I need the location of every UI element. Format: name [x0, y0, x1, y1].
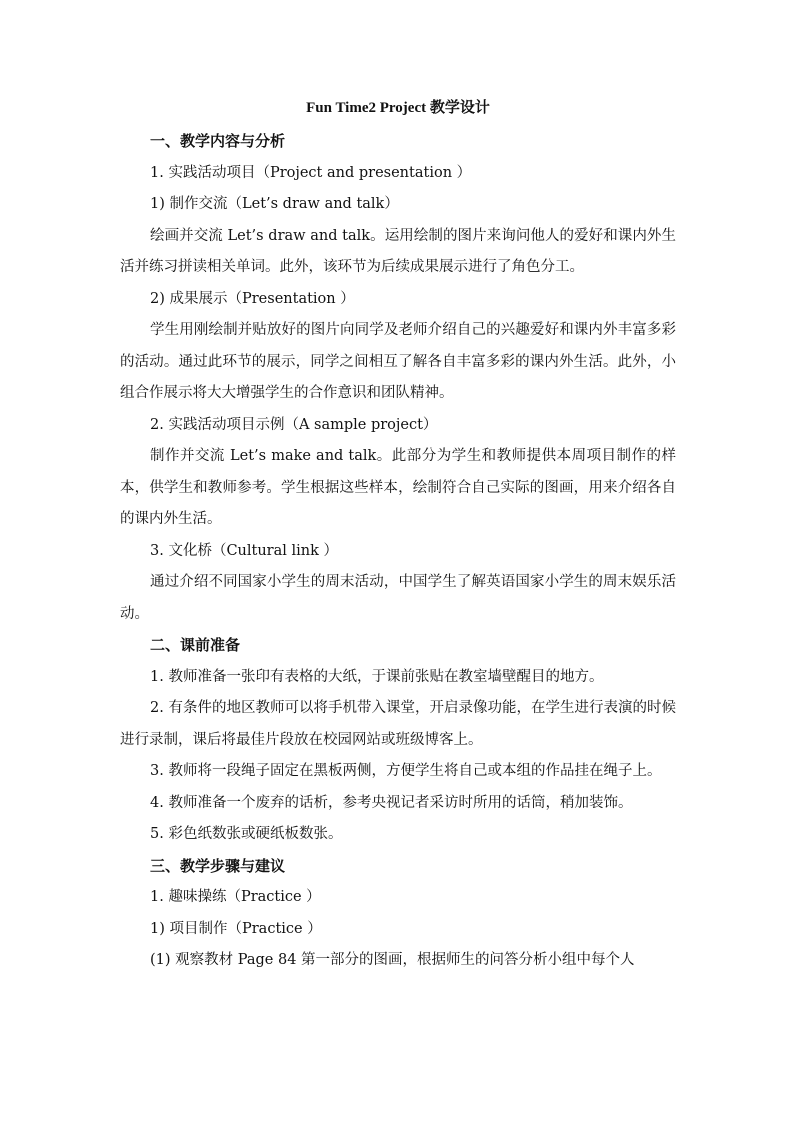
- item-fun-practice: 1. 趣味操练（Practice ）: [150, 889, 321, 905]
- item-sample-project: 2. 实践活动项目示例（A sample project）: [150, 416, 438, 433]
- item-cultural-link: 3. 文化桥（Cultural link ）: [150, 542, 339, 559]
- paragraph-draw-and-talk: 绘画并交流 Let’s draw and talk。运用绘制的图片来询问他人的爱好和课内外生活并练习拼读相关单词。此外，该环节为后续成果展示进行了角色分工。: [120, 227, 676, 275]
- paragraph-cultural-link: 通过介绍不同国家小学生的周末活动，中国学生了解英语国家小学生的周末娱乐活动。: [120, 574, 676, 622]
- preparation-item-2: 2. 有条件的地区教师可以将手机带入课堂，开启录像功能，在学生进行表演的时候进行录制，课后将最佳片段放在校园网站或班级博客上。: [120, 700, 676, 748]
- document-title: Fun Time2 Project 教学设计: [306, 100, 490, 116]
- subitem-presentation: 2) 成果展示（Presentation ）: [150, 290, 355, 307]
- document-page: [120, 98, 676, 977]
- step-observe-textbook: (1) 观察教材 Page 84 第一部分的图画，根据师生的问答分析小组中每个人: [150, 952, 635, 968]
- preparation-item-1: 1. 教师准备一张印有表格的大纸，于课前张贴在教室墙壁醒目的地方。: [150, 668, 604, 685]
- paragraph-presentation: 学生用刚绘制并贴放好的图片向同学及老师介绍自己的兴趣爱好和课内外丰富多彩的活动。通过此环节的展示，同学之间相互了解各自丰富多彩的课内外生活。此外，小组合作展示将大大增强学生的合作意识和团队精神。: [120, 322, 676, 401]
- paragraph-sample-project: 制作并交流 Let’s make and talk。此部分为学生和教师提供本周项目制作的样本，供学生和教师参考。学生根据这些样本，绘制符合自己实际的图画，用来介绍各自的课内外生活。: [120, 448, 676, 527]
- section-heading-teaching-steps: 三、教学步骤与建议: [150, 856, 286, 875]
- subitem-project-making: 1) 项目制作（Practice ）: [150, 920, 322, 937]
- section-heading-content-analysis: 一、教学内容与分析: [150, 132, 286, 150]
- preparation-item-5: 5. 彩色纸数张或硬纸板数张。: [150, 826, 343, 842]
- preparation-item-4: 4. 教师准备一个废弃的话析，参考央视记者采访时所用的话筒，稍加装饰。: [150, 794, 633, 811]
- subitem-draw-and-talk: 1) 制作交流（Let’s draw and talk）: [150, 196, 399, 212]
- section-heading-preparation: 二、课前准备: [150, 636, 241, 654]
- item-practice-project: 1. 实践活动项目（Project and presentation ）: [150, 164, 472, 181]
- preparation-item-3: 3. 教师将一段绳子固定在黑板两侧，方便学生将自己或本组的作品挂在绳子上。: [150, 763, 662, 779]
